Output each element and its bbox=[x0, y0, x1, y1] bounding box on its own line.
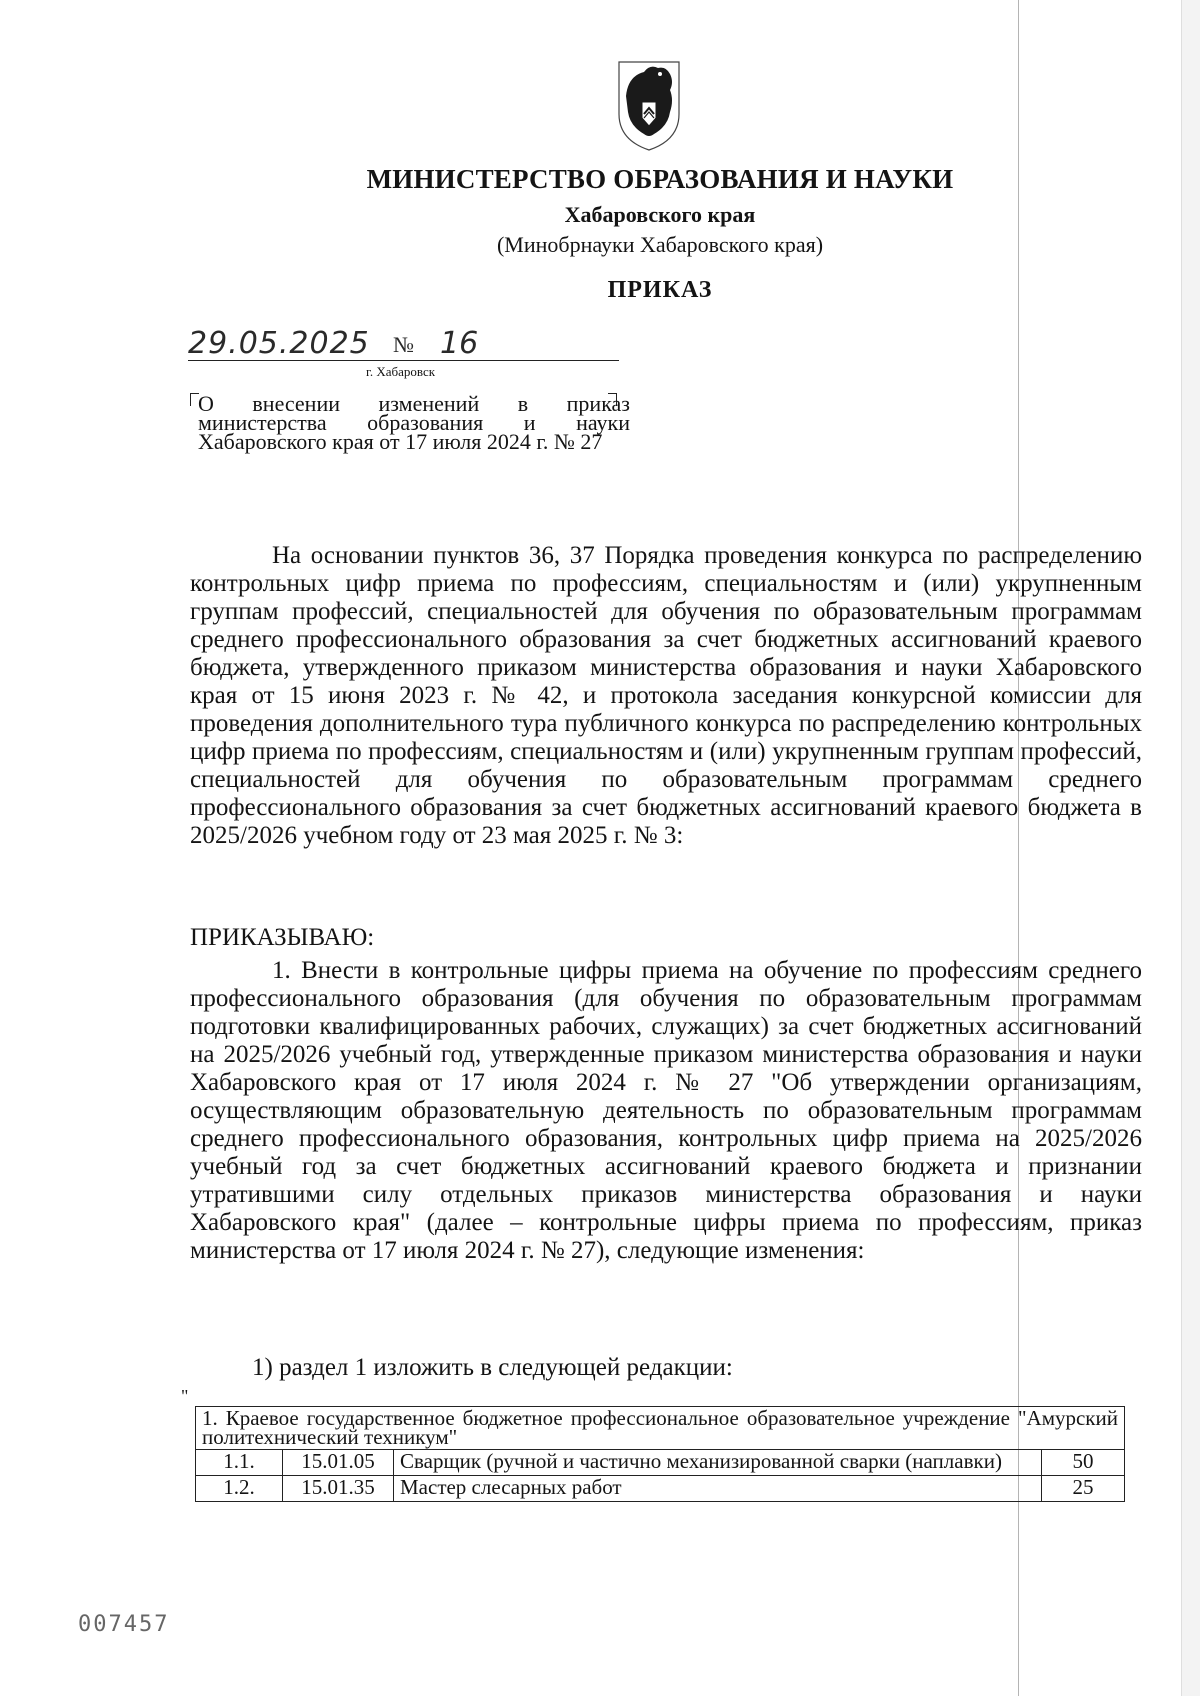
ministry-title: МИНИСТЕРСТВО ОБРАЗОВАНИЯ И НАУКИ bbox=[366, 164, 954, 194]
table-row bbox=[196, 1476, 1125, 1502]
khabarovsk-krai-coat-of-arms-icon bbox=[614, 56, 684, 154]
subitem-1: 1) раздел 1 изложить в следующей редакции: bbox=[252, 1354, 733, 1381]
profession-code-cell: 15.01.35 bbox=[283, 1476, 394, 1502]
row-number-cell: 1.1. bbox=[196, 1450, 283, 1476]
admission-figures-table bbox=[195, 1406, 1125, 1502]
section-title-cell: 1. Краевое государственное бюджетное профессиональное образовательное учреждение "Амурский политехнический техникум" bbox=[196, 1407, 1125, 1450]
city-label: г. Хабаровск bbox=[366, 364, 436, 379]
registry-number: 007457 bbox=[78, 1612, 170, 1637]
decree-word: ПРИКАЗЫВАЮ: bbox=[190, 924, 375, 951]
ministry-short-name: (Минобрнауки Хабаровского края) bbox=[496, 232, 824, 257]
date-number-line bbox=[188, 326, 619, 361]
region-name: Хабаровского края bbox=[564, 202, 756, 227]
table-row bbox=[196, 1450, 1125, 1476]
profession-code-cell: 15.01.05 bbox=[283, 1450, 394, 1476]
admission-count-cell: 50 bbox=[1042, 1450, 1125, 1476]
table-section-row bbox=[196, 1407, 1125, 1450]
admission-count-cell: 25 bbox=[1042, 1476, 1125, 1502]
item-1-paragraph: 1. Внести в контрольные цифры приема на обучение по профессиям среднего профессионального образования (для обучения по образовательным программам подготовки квалифицированных рабочих, служащих) за счет бюджетных ассигнований на 2025/2026 учебный год, утвержденные приказом министерства образования и науки Хабаровского края от 17 июля 2024 г. № 27 "Об утверждении организациям, осуществляющим образовательную деятельность по образовательным программам среднего профессионального образования, контрольных цифр приема на 2025/2026 учебный год за счет бюджетных ассигнований краевого бюджета и признании утратившими силу отдельных приказов министерства образования и науки Хабаровского края" (далее – контрольные цифры приема по профессиям, приказ министерства от 17 июля 2024 г. № 27), следующие изменения: bbox=[190, 957, 1142, 1264]
profession-name-cell: Сварщик (ручной и частично механизированной сварки (наплавки) bbox=[394, 1450, 1042, 1476]
number-sign: № bbox=[393, 332, 414, 357]
row-number-cell: 1.2. bbox=[196, 1476, 283, 1502]
opening-quote: " bbox=[181, 1386, 189, 1406]
document-type: ПРИКАЗ bbox=[607, 277, 713, 303]
handwritten-order-number: 16 bbox=[440, 326, 479, 361]
profession-name-cell: Мастер слесарных работ bbox=[394, 1476, 1042, 1502]
preamble-paragraph: На основании пунктов 36, 37 Порядка проведения конкурса по распределению контрольных цифр приема по профессиям, специальностям и (или) укрупненным группам профессий, специальностей для обучения по образовательным программам среднего профессионального образования за счет бюджетных ассигнований краевого бюджета, утвержденного приказом министерства образования и науки Хабаровского края от 15 июня 2023 г. № 42, и протокола заседания конкурсной комиссии для проведения дополнительного тура публичного конкурса по распределению контрольных цифр приема по профессиям, специальностям и (или) укрупненным группам профессий, специальностей для обучения по образовательным программам среднего профессионального образования за счет бюджетных ассигнований краевого бюджета в 2025/2026 учебном году от 23 мая 2025 г. № 3: bbox=[190, 542, 1142, 849]
handwritten-date: 29.05.2025 bbox=[188, 326, 370, 361]
order-subject: О внесении изменений в приказ министерства образования и науки Хабаровского края от 17 июля 2024 г. № 27 bbox=[198, 391, 630, 454]
